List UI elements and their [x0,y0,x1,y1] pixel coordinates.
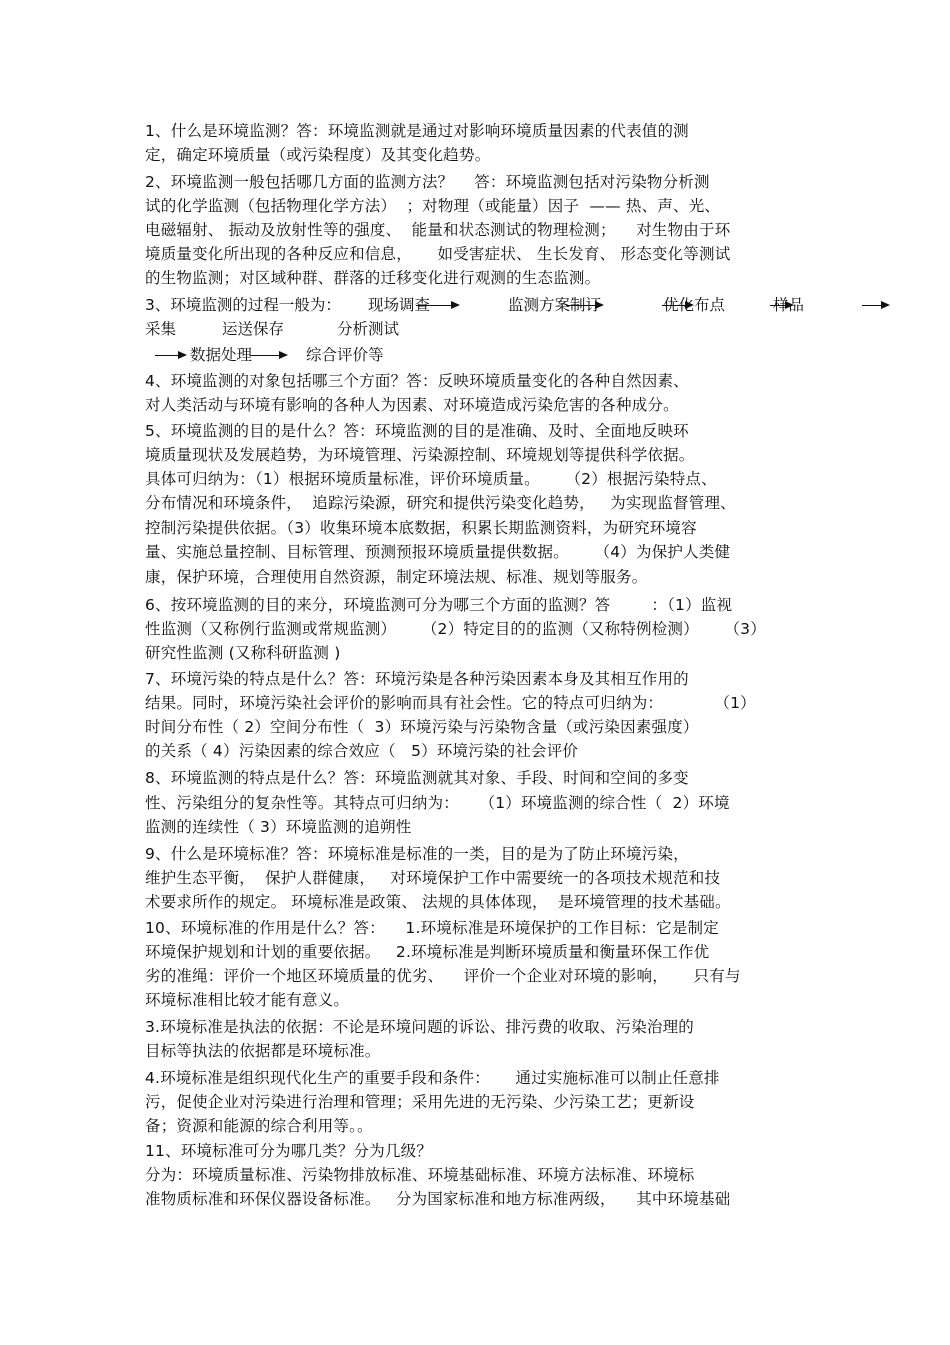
text-line: 术要求所作的规定。 环境标准是政策、 法规的具体体现， 是环境管理的技术基础。 [145,893,731,911]
flow-step: 运送保存 [222,320,285,338]
text-line: 环境保护规划和计划的重要依据。 2.环境标准是判断环境质量和衡量环保工作优 [145,943,710,961]
text-line: 准物质标准和环保仪器设备标准。 分为国家标准和地方标准两级， 其中环境基础 [145,1190,731,1208]
text-line: 4、环境监测的对象包括哪三个方面？答：反映环境质量变化的各种自然因素、 [145,372,689,390]
text-line: 具体可归纳为：（1）根据环境质量标准，评价环境质量。 （2）根据污染特点、 [145,470,717,488]
text-line: 控制污染提供依据。（3）收集环境本底数据，积累长期监测资料，为研究环境容 [145,519,697,537]
text-line: 8、环境监测的特点是什么？答：环境监测就其对象、手段、时间和空间的多变 [145,769,689,787]
text-line: 性监测（又称例行监测或常规监测） （2）特定目的的监测（又称特例检测） （3） [145,620,766,638]
text-line: 的生物监测；对区域种群、群落的迁移变化进行观测的生态监测。 [145,269,601,287]
text-line: 分为：环境质量标准、污染物排放标准、环境基础标准、环境方法标准、环境标 [145,1166,695,1184]
text-line: 5、环境监测的目的是什么？答：环境监测的目的是准确、及时、全面地反映环 [145,422,689,440]
text-line: 4.环境标准是组织现代化生产的重要手段和条件： 通过实施标准可以制止任意排 [145,1069,720,1087]
arrow-right-icon [250,355,286,356]
flow-step: 现场调查 [368,296,431,314]
text-line: 境质量变化所出现的各种反应和信息， 如受害症状、 生长发育、 形态变化等测试 [145,245,731,263]
arrow-right-icon [155,355,185,356]
text-line: 性、污染组分的复杂性等。其特点可归纳为： （1）环境监测的综合性（ 2）环境 [145,794,730,812]
text-line: 6、按环境监测的目的来分，环境监测可分为哪三个方面的监测？答 ：（1）监视 [145,596,733,614]
text-line: 2、环境监测一般包括哪几方面的监测方法？ 答：环境监测包括对污染物分析测 [145,173,710,191]
text-line: 10、环境标准的作用是什么？答： 1.环境标准是环境保护的工作目标：它是制定 [145,919,719,937]
flow-step: 监测方案制订 [508,296,602,314]
text-line: 劣的准绳：评价一个地区环境质量的优劣、 评价一个企业对环境的影响， 只有与 [145,967,741,985]
arrow-right-icon [416,305,458,306]
text-line: 1、什么是环境监测？答：环境监测就是通过对影响环境质量因素的代表值的测 [145,122,689,140]
arrow-right-icon [662,305,692,306]
text-line: 分布情况和环境条件， 追踪污染源，研究和提供污染变化趋势， 为实现监督管理、 [145,494,736,512]
text-line: 备；资源和能源的综合利用等。。 [145,1117,373,1135]
flow-lead: 3、环境监测的过程一般为： [145,296,341,314]
text-line: 环境标准相比较才能有意义。 [145,991,350,1009]
text-line: 结果。同时，环境污染社会评价的影响而具有社会性。它的特点可归纳为： （1） [145,694,756,712]
text-line: 7、环境污染的特点是什么？答：环境污染是各种污染因素本身及其相互作用的 [145,670,689,688]
text-line: 试的化学监测（包括物理化学方法） ；对物理（或能量）因子 —— 热、声、光、 [145,197,721,215]
text-line: 量、实施总量控制、目标管理、预测预报环境质量提供数据。 （4）为保护人类健 [145,543,731,561]
text-line: 定，确定环境质量（或污染程度）及其变化趋势。 [145,146,491,164]
text-line: 9、什么是环境标准？答：环境标准是标准的一类，目的是为了防止环境污染， [145,845,689,863]
text-line: 研究性监测 (又称科研监测 ) [145,644,341,662]
text-line: 境质量现状及发展趋势，为环境管理、污染源控制、环境规划等提供科学依据。 [145,446,695,464]
text-line: 对人类活动与环境有影响的各种人为因素、对环境造成污染危害的各种成分。 [145,396,679,414]
arrow-right-icon [770,305,792,306]
text-line: 时间分布性（ 2）空间分布性（ 3）环境污染与污染物含量（或污染因素强度） [145,718,699,736]
text-line: 维护生态平衡， 保护人群健康， 对环境保护工作中需要统一的各项技术规范和技 [145,869,721,887]
flow-step: 综合评价等 [306,346,384,364]
text-line: 11、环境标准可分为哪几类？分为几级？ [145,1142,433,1160]
text-line: 监测的连续性（ 3）环境监测的追朔性 [145,818,412,836]
arrow-right-icon [566,305,602,306]
flow-step: 样品 [773,296,805,314]
text-line: 3.环境标准是执法的依据：不论是环境问题的诉讼、排污费的收取、污染治理的 [145,1018,694,1036]
flow-step: 分析测试 [337,320,400,338]
text-line: 康，保护环境，合理使用自然资源，制定环境法规、标准、规划等服务。 [145,568,648,586]
flow-step: 优化布点 [663,296,726,314]
flow-step: 采集 [145,320,177,338]
text-line: 污，促使企业对污染进行治理和管理；采用先进的无污染、少污染工艺；更新设 [145,1093,695,1111]
text-line: 电磁辐射、 振动及放射性等的强度、 能量和状态测试的物理检测； 对生物由于环 [145,221,731,239]
arrow-right-icon [862,305,888,306]
flow-step: 数据处理 [190,346,253,364]
text-line: 的关系（ 4）污染因素的综合效应（ 5）环境污染的社会评价 [145,742,579,760]
text-line: 目标等执法的依据都是环境标准。 [145,1042,381,1060]
